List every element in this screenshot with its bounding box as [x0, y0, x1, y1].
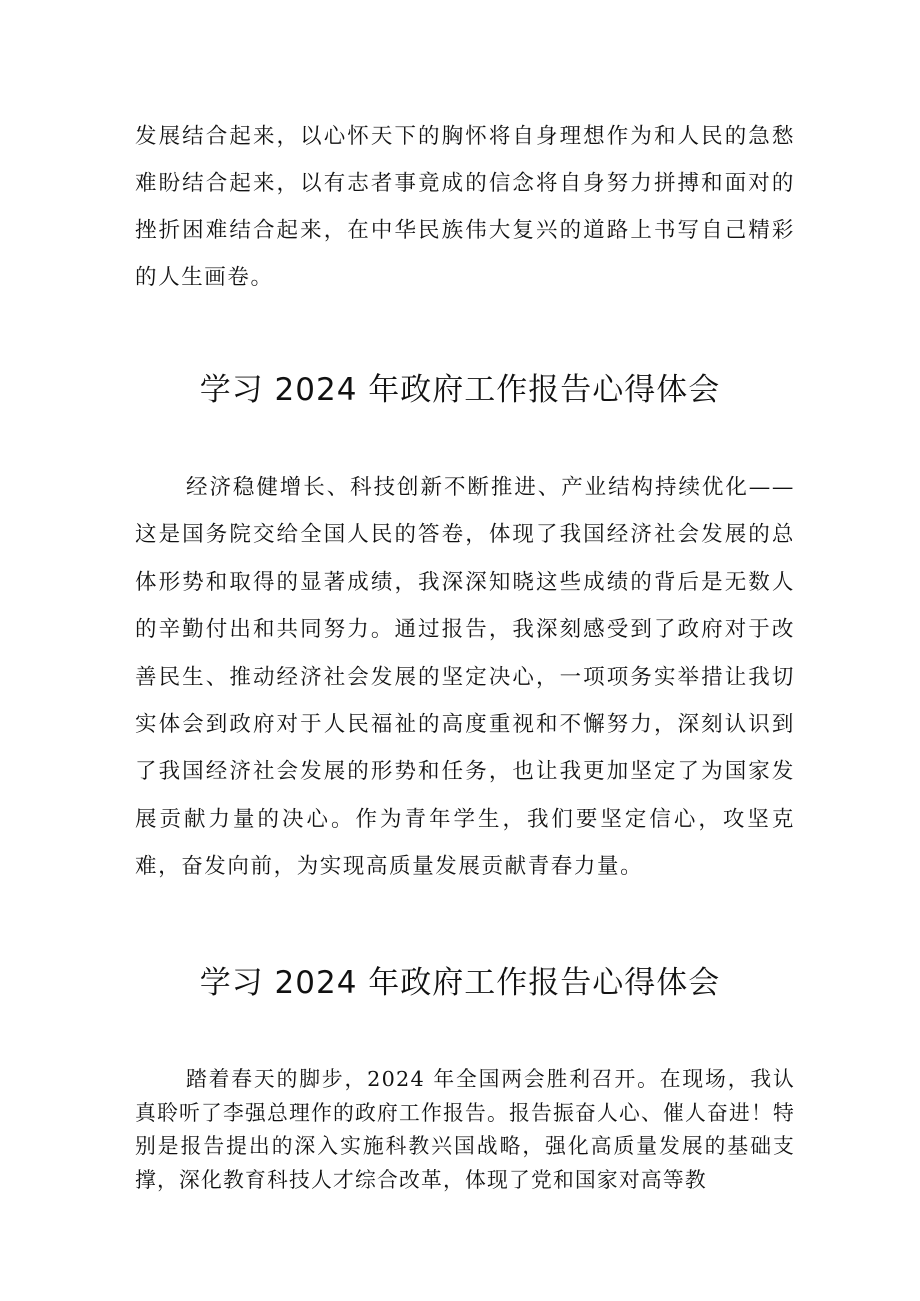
body-paragraph: 发展结合起来，以心怀天下的胸怀将自身理想作为和人民的急愁难盼结合起来，以有志者事竟成的信念将自身努力拼搏和面对的挫折困难结合起来，在中华民族伟大复兴的道路上书写自己精彩的人生画卷。	[135, 124, 795, 290]
section-heading: 学习 2024 年政府工作报告心得体会	[199, 372, 721, 408]
section-heading: 学习 2024 年政府工作报告心得体会	[199, 965, 721, 1001]
body-paragraph: 经济稳健增长、科技创新不断推进、产业结构持续优化——这是国务院交给全国人民的答卷，体现了我国经济社会发展的总体形势和取得的显著成绩，我深深知晓这些成绩的背后是无数人的辛勤付出和共同努力。通过报告，我深刻感受到了政府对于改善民生、推动经济社会发展的坚定决心，一项项务实举措让我切实体会到政府对于人民福祉的高度重视和不懈努力，深刻认识到了我国经济社会发展的形势和任务，也让我更加坚定了为国家发展贡献力量的决心。作为青年学生，我们要坚定信心，攻坚克难，奋发向前，为实现高质量发展贡献青春力量。	[135, 475, 795, 880]
body-paragraph: 踏着春天的脚步，2024 年全国两会胜利召开。在现场，我认真聆听了李强总理作的政府工作报告。报告振奋人心、催人奋进！特别是报告提出的深入实施科教兴国战略，强化高质量发展的基础支撑，深化教育科技人才综合改革，体现了党和国家对高等教	[135, 1067, 795, 1192]
